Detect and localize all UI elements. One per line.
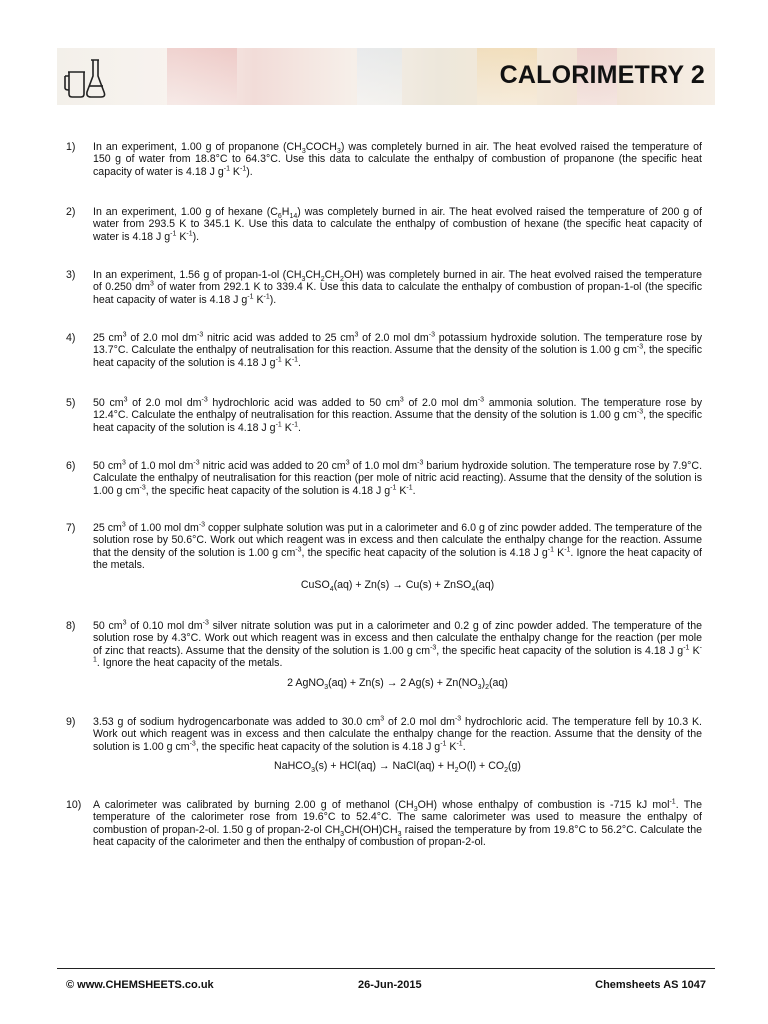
header-banner — [57, 48, 715, 105]
question-text: 50 $cm^3$ of 2.0 mol $dm^{-3}$ hydrochloric acid was added to 50 $cm^3$ of 2.0 mol $dm^{-3}$ ammonia solution. The temperature rose by 12.4°C. Calculate the enthalpy of neutralisation for this reaction. Assume that the density of the solution is 1.00 g $cm^{-3}$, the specific heat capacity of the solution is 4.18 J $g^{-1}$ $K^{-1}$. — [93, 396, 703, 434]
question-3 — [66, 269, 702, 306]
question-number: 5) — [66, 397, 76, 409]
chemical-equation: 2 AgNO$_3$(aq) + Zn(s) → 2 $Ag(s) + Zn(NO_3)_2(aq)$ — [287, 676, 508, 691]
question-7 — [66, 522, 702, 591]
question-text: 50 $cm^3$ of 1.0 mol $dm^{-3}$ nitric acid was added to 20 $cm^3$ of 1.0 mol $dm^{-3}$ barium hydroxide solution. The temperature rose by 7.9°C. Calculate the enthalpy of neutralisation for this reaction (per mole of nitric acid reacting). Assume that the density of the solution is 1.00 g $cm^{-3}$, the specific heat capacity of the solution is 4.18 J $g^{-1}$ $K^{-1}$. — [93, 459, 703, 497]
question-text: 3.53 g of sodium hydrogencarbonate was added to 30.0 $cm^3$ of 2.0 mol $dm^{-3}$ hydrochloric acid. The temperature fell by 10.3 K. Work out which reagent was in excess and then calculate the enthalpy change for the reaction. Assume that the density of the solution is 1.00 g $cm^{-3}$, the specific heat capacity of the solution is 4.18 J $g^{-1}$ $K^{-1}$. — [93, 715, 703, 753]
question-2 — [66, 206, 702, 243]
question-6 — [66, 460, 702, 497]
question-5 — [66, 397, 702, 434]
question-text: A calorimeter was calibrated by burning 2.00 g of methanol $(CH_3OH)$ whose enthalpy of combustion is -715 kJ mol$^{-1}$. The temperature of the calorimeter rose from 19.6°C to 52.4°C. The same calorimeter was used to measure the enthalpy of combustion of propan-2-ol. 1.50 g of propan-2-ol $CH_3CH(OH)CH_3$ raised the temperature by from 19.8°C to 56.2°C. Calculate the heat capacity of the calorimeter and then the enthalpy of combustion of propan-2-ol. — [93, 798, 702, 849]
footer-divider — [57, 968, 715, 969]
banner-wash — [357, 48, 402, 105]
question-4 — [66, 332, 702, 369]
lab-glassware-icon — [63, 54, 109, 100]
chemical-equation: NaHCO$_3$(s) + HCl(aq) → NaCl(aq) + $H_2O(l) + CO_2(g)$ — [274, 760, 521, 775]
question-number: 2) — [66, 206, 76, 218]
question-text: 25 $cm^3$ of 1.00 mol $dm^{-3}$ copper sulphate solution was put in a calorimeter and 6.0 g of zinc powder added. The temperature of the solution rose by 50.6°C. Work out which reagent was in excess and then calculate the enthalpy change for the reaction. Assume that the density of the solution is 1.00 g $cm^{-3}$, the specific heat capacity of the solution is 4.18 J $g^{-1}$ $K^{-1}$. Ignore the heat capacity of the metals. — [93, 521, 702, 572]
question-number: 7) — [66, 522, 76, 534]
question-9 — [66, 716, 702, 773]
question-1 — [66, 141, 702, 178]
footer-copyright: © www.CHEMSHEETS.co.uk — [66, 979, 214, 991]
question-number: 10) — [66, 799, 82, 811]
footer-sheet-id: Chemsheets AS 1047 — [595, 979, 706, 991]
question-text: 50 $cm^3$ of 0.10 mol $dm^{-3}$ silver nitrate solution was put in a calorimeter and 0.2 g of zinc powder added. The temperature of the solution rose by 4.3°C. Work out which reagent was in excess and then calculate the enthalpy change for the reaction (per mole of zinc that reacts). Assume that the density of the solution is 1.00 g $cm^{-3}$, the specific heat capacity of the solution is 4.18 J $g^{-1}$ $K^{-1}$. Ignore the heat capacity of the metals. — [93, 619, 703, 670]
question-text: 25 $cm^3$ of 2.0 mol $dm^{-3}$ nitric acid was added to 25 $cm^3$ of 2.0 mol $dm^{-3}$ potassium hydroxide solution. The temperature rose by 13.7°C. Calculate the enthalpy of neutralisation for this reaction. Assume that the density of the solution is 1.00 g $cm^{-3}$, the specific heat capacity of the solution is 4.18 J $g^{-1}$ $K^{-1}$. — [93, 331, 703, 369]
question-text: In an experiment, 1.56 g of propan-1-ol $(CH_3CH_2CH_2OH)$ was completely burned in air. The heat evolved raised the temperature of 0.250 $dm^3$ of water from 292.1 K to 339.4 K. Use this data to calculate the enthalpy of combustion of propan-1-ol (the specific heat capacity of water is 4.18 J $g^{-1}$ $K^{-1}$). — [93, 269, 702, 306]
footer-date: 26-Jun-2015 — [358, 979, 422, 991]
question-number: 3) — [66, 269, 76, 281]
question-text: In an experiment, 1.00 g of propanone $(CH_3COCH_3)$ was completely burned in air. The heat evolved raised the temperature of 150 g of water from 18.8°C to 64.3°C. Use this data to calculate the enthalpy of combustion of propanone (the specific heat capacity of water is 4.18 J $g^{-1}$ $K^{-1}$). — [93, 141, 703, 178]
question-number: 9) — [66, 716, 76, 728]
page-title: CALORIMETRY 2 — [499, 61, 705, 89]
question-number: 4) — [66, 332, 76, 344]
question-8 — [66, 620, 702, 689]
question-number: 1) — [66, 141, 76, 153]
chemical-equation: CuSO$_4$(aq) + Zn(s) → Cu(s) + ZnSO$_4$(aq) — [300, 578, 495, 593]
question-10 — [66, 799, 702, 849]
question-number: 8) — [66, 620, 76, 632]
banner-wash — [167, 48, 237, 105]
question-text: In an experiment, 1.00 g of hexane $(C_6H_{14})$ was completely burned in air. The heat evolved raised the temperature of 200 g of water from 293.5 K to 345.1 K. Use this data to calculate the enthalpy of combustion of hexane (the specific heat capacity of water is 4.18 J $g^{-1}$ $K^{-1}$). — [93, 206, 702, 243]
question-number: 6) — [66, 460, 76, 472]
